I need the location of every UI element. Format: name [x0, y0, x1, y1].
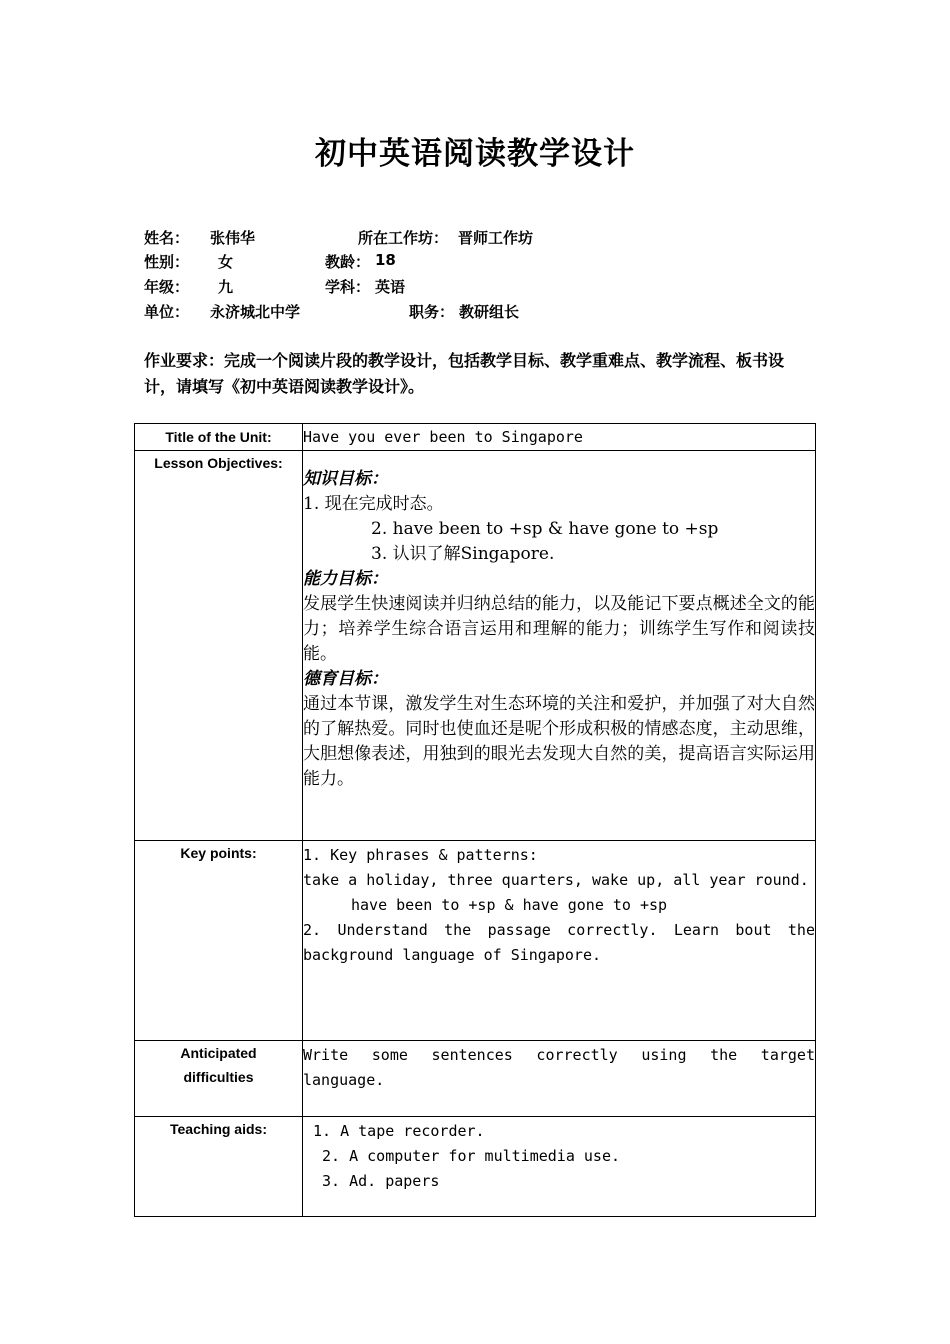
subject-value: 英语: [375, 278, 406, 296]
knowledge-item-3: 3. 认识了解Singapore.: [371, 544, 555, 564]
ability-heading: 能力目标：: [303, 569, 388, 589]
difficulties-label-line1: Anticipated: [180, 1045, 257, 1061]
teaching-aid-3: 3. Ad. papers: [322, 1172, 440, 1190]
key-points-label: Key points:: [135, 841, 303, 1041]
knowledge-item-2: 2. have been to +sp & have gone to +sp: [371, 519, 719, 539]
unit-value: 永济城北中学: [210, 303, 301, 321]
gender-label: 性别：: [144, 253, 190, 271]
page-title: 初中英语阅读教学设计: [315, 136, 635, 172]
row-objectives: [135, 451, 816, 841]
name-label: 姓名：: [144, 229, 190, 247]
workshop-value: 晋师工作坊: [458, 229, 534, 247]
row-unit-title: [135, 424, 816, 451]
teaching-aid-2: 2. A computer for multimedia use.: [322, 1147, 621, 1165]
row-teaching-aids: [135, 1117, 816, 1217]
moral-text: 通过本节课，激发学生对生态环境的关注和爱护，并加强了对大自然的了解热爱。同时也使血还是呢个形成积极的情感态度，主动思维，大胆想像表述，用独到的眼光去发现大自然的美，提高语言实际运用能力。: [303, 694, 815, 789]
moral-heading: 德育目标：: [303, 669, 388, 689]
assignment-requirement: 作业要求：完成一个阅读片段的教学设计，包括教学目标、教学重难点、教学流程、板书设计，请填写《初中英语阅读教学设计》。: [144, 351, 785, 396]
difficulties-text: Write some sentences correctly using the target language.: [303, 1041, 816, 1117]
teaching-aid-1: 1. A tape recorder.: [313, 1122, 485, 1140]
teaching-aids-label: Teaching aids:: [135, 1117, 303, 1217]
workshop-label: 所在工作坊：: [358, 229, 449, 247]
key-point-2: 2. Understand the passage correctly. Learn bout the background language of Singapore.: [303, 921, 815, 964]
knowledge-item-1: 1. 现在完成时态。: [303, 494, 444, 514]
key-point-1: 1. Key phrases & patterns:: [303, 846, 538, 864]
teaching-age-value: 18: [375, 251, 396, 269]
row-difficulties: [135, 1041, 816, 1117]
key-point-phrases: take a holiday, three quarters, wake up, all year round.: [303, 871, 809, 889]
ability-text: 发展学生快速阅读并归纳总结的能力，以及能记下要点概述全文的能力；培养学生综合语言运用和理解的能力；训练学生写作和阅读技能。: [303, 594, 815, 664]
difficulties-label-line2: difficulties: [183, 1069, 254, 1085]
difficulties-label: [135, 1041, 303, 1117]
name-value: 张伟华: [210, 229, 256, 247]
row-key-points: [135, 841, 816, 1041]
subject-label: 学科：: [325, 278, 371, 296]
lesson-plan-table: [134, 423, 816, 1217]
key-points-content: [303, 841, 816, 1041]
objectives-content: [303, 451, 816, 841]
objectives-label: Lesson Objectives:: [135, 451, 303, 841]
grade-label: 年级：: [144, 278, 190, 296]
unit-title-label: Title of the Unit:: [135, 424, 303, 451]
knowledge-heading: 知识目标：: [303, 469, 388, 489]
position-label: 职务：: [409, 303, 455, 321]
teaching-age-label: 教龄：: [325, 253, 371, 271]
teaching-aids-content: [303, 1117, 816, 1217]
position-value: 教研组长: [459, 303, 520, 321]
unit-title-value: Have you ever been to Singapore: [303, 424, 816, 451]
grade-value: 九: [218, 278, 234, 296]
unit-label: 单位：: [144, 303, 190, 321]
key-point-pattern: have been to +sp & have gone to +sp: [351, 896, 668, 914]
gender-value: 女: [218, 253, 234, 271]
